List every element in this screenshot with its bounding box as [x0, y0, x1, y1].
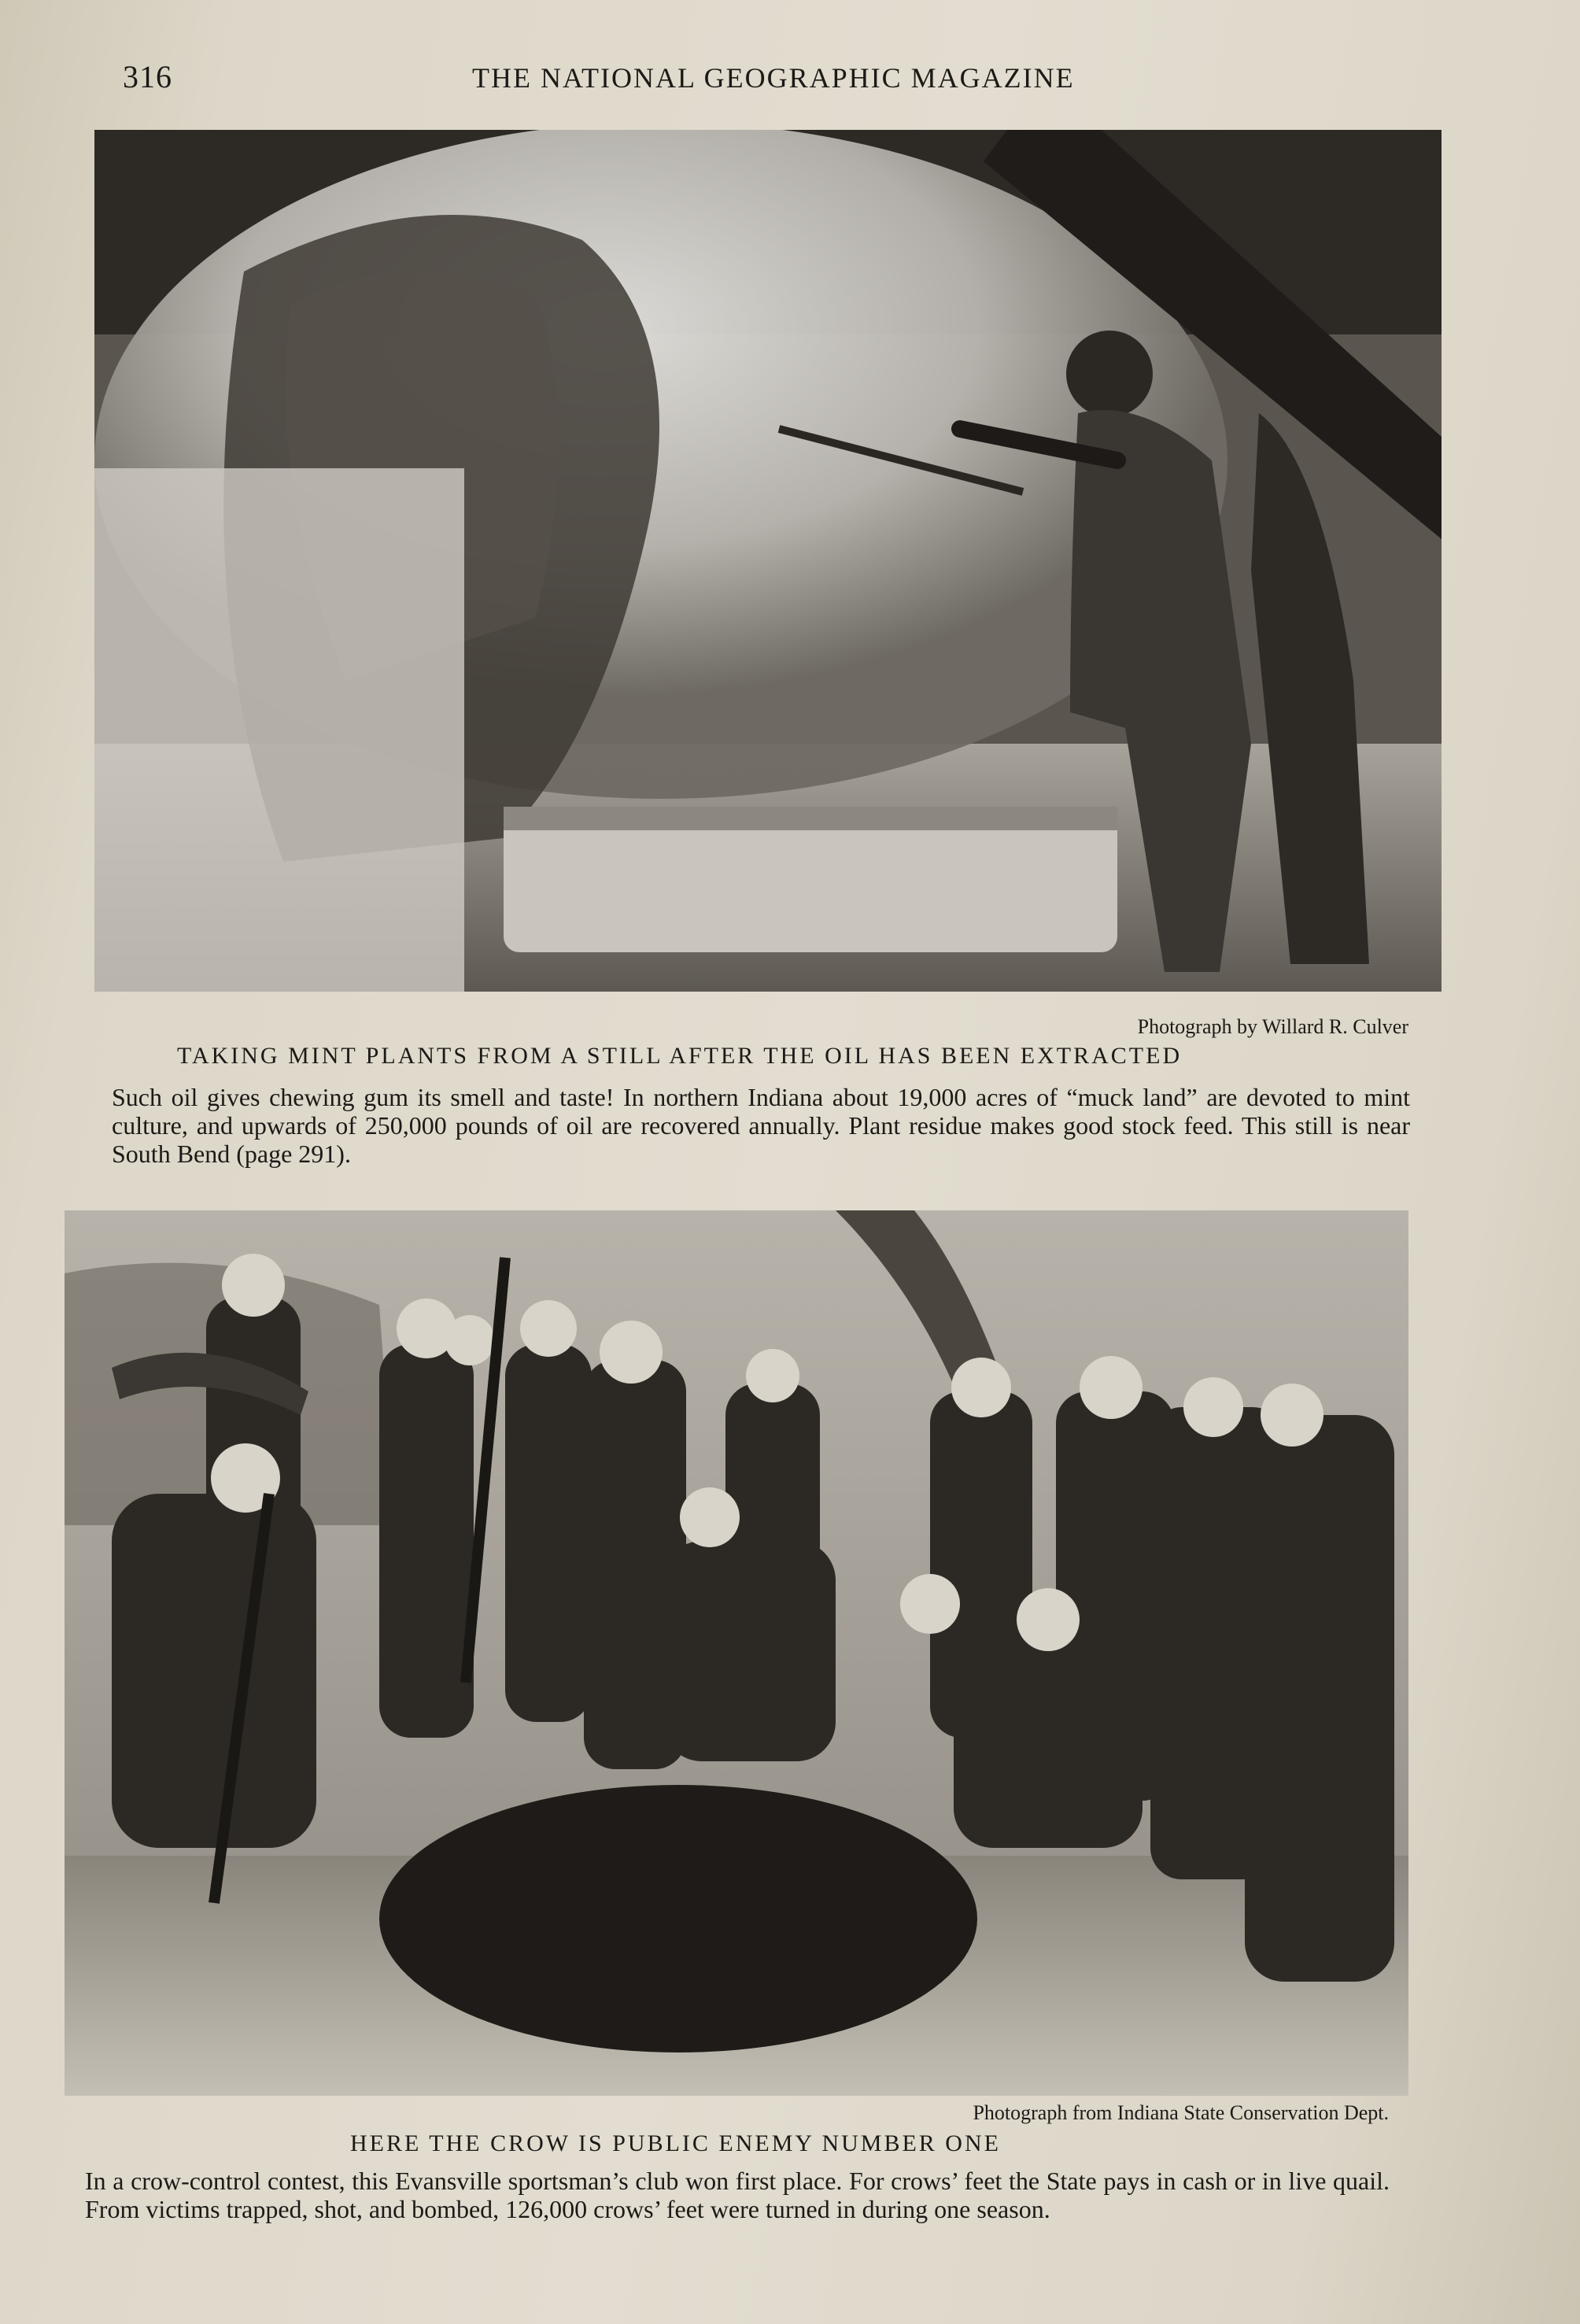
photo-credit-bottom: Photograph from Indiana State Conservation Dept.	[973, 2101, 1389, 2124]
mint-still-photo	[94, 130, 1442, 992]
magazine-title: THE NATIONAL GEOGRAPHIC MAGAZINE	[472, 62, 1075, 94]
caption-title-top: TAKING MINT PLANTS FROM A STILL AFTER THE OIL HAS BEEN EXTRACTED	[177, 1043, 1183, 1069]
crow-hunters-photo	[65, 1210, 1408, 2096]
page-number: 316	[123, 59, 172, 94]
caption-title-bottom: HERE THE CROW IS PUBLIC ENEMY NUMBER ONE	[350, 2130, 1001, 2156]
page-header	[118, 58, 1456, 105]
caption-text-top: Such oil gives chewing gum its smell and taste! In northern Indiana about 19,000 acres of “muck land” are devoted to mint culture, and upwards of 250,000 pounds of oil are recovered annually. Plant residue makes good stock feed. This still is near South Bend (page 291).	[112, 1083, 1410, 1168]
caption-text-bottom: In a crow-control contest, this Evansville sportsman’s club won first place. For crows’ feet the State pays in cash or in live quail. From victims trapped, shot, and bombed, 126,000 crows’ feet were turned in during one season.	[85, 2167, 1390, 2223]
photo-credit-top: Photograph by Willard R. Culver	[1137, 1015, 1408, 1038]
mint-still-illustration	[94, 130, 1442, 992]
crow-hunters-illustration	[65, 1210, 1408, 2096]
